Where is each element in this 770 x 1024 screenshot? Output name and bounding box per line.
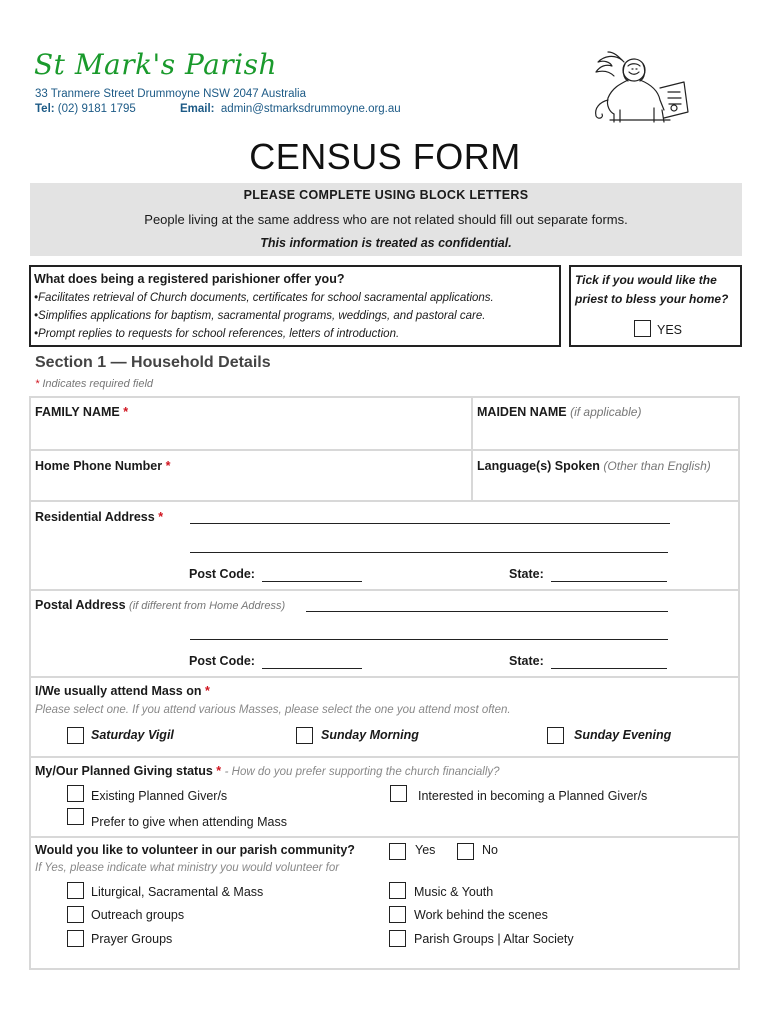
bless-question-line1: Tick if you would like the	[575, 273, 717, 287]
sunday-morning-label: Sunday Morning	[321, 728, 419, 742]
ministry-music-youth-label: Music & Youth	[414, 885, 494, 899]
interested-giver-label: Interested in becoming a Planned Giver/s	[418, 789, 648, 803]
benefit-item: •Prompt replies to requests for school references, letters of introduction.	[34, 328, 400, 340]
postal-address-label: Postal Address (if different from Home Address)	[35, 598, 286, 612]
ministry-parish-groups-checkbox[interactable]	[389, 930, 406, 947]
home-phone-label: Home Phone Number *	[35, 459, 171, 473]
ministry-prayer-groups-label: Prayer Groups	[91, 932, 173, 946]
sunday-evening-label: Sunday Evening	[574, 728, 672, 742]
ministry-music-youth-checkbox[interactable]	[389, 882, 406, 899]
residential-state-label: State:	[509, 567, 544, 581]
bless-question-line2: priest to bless your home?	[575, 292, 729, 306]
planned-giving-label: My/Our Planned Giving status * - How do you prefer supporting the church financially?	[35, 764, 500, 778]
languages-label: Language(s) Spoken (Other than English)	[477, 459, 711, 473]
email-value: admin@stmarksdrummoyne.org.au	[220, 103, 401, 115]
ministry-behind-scenes-label: Work behind the scenes	[414, 908, 548, 922]
notice-separate-forms: People living at the same address who are not related should fill out separate forms.	[144, 212, 628, 227]
postal-state-field[interactable]	[551, 668, 667, 669]
ministry-prayer-groups-checkbox[interactable]	[67, 930, 84, 947]
bless-yes-label: YES	[657, 323, 683, 337]
winged-lion-icon	[584, 48, 696, 128]
residential-state-field[interactable]	[551, 581, 667, 582]
ministry-outreach-label: Outreach groups	[91, 908, 185, 922]
ministry-behind-scenes-checkbox[interactable]	[389, 906, 406, 923]
notice-confidential: This information is treated as confidential.	[260, 236, 512, 250]
volunteer-yes-checkbox[interactable]	[389, 843, 406, 860]
sunday-evening-checkbox[interactable]	[547, 727, 564, 744]
existing-giver-checkbox[interactable]	[67, 785, 84, 802]
ministry-liturgical-checkbox[interactable]	[67, 882, 84, 899]
give-at-mass-label: Prefer to give when attending Mass	[91, 815, 287, 829]
notice-panel	[30, 183, 742, 256]
benefits-box	[29, 265, 561, 347]
volunteer-no-checkbox[interactable]	[457, 843, 474, 860]
existing-giver-label: Existing Planned Giver/s	[91, 789, 228, 803]
home-phone-field[interactable]	[29, 449, 473, 502]
required-note: * Indicates required field	[35, 378, 154, 390]
give-at-mass-checkbox[interactable]	[67, 808, 84, 825]
maiden-name-label: MAIDEN NAME (if applicable)	[477, 405, 642, 419]
benefit-item: •Simplifies applications for baptism, sacramental programs, weddings, and pastoral care.	[34, 310, 486, 322]
benefit-item: •Facilitates retrieval of Church documents, certificates for school sacramental applications.	[34, 292, 494, 304]
residential-postcode-field[interactable]	[262, 581, 362, 582]
ministry-outreach-checkbox[interactable]	[67, 906, 84, 923]
tel-value: (02) 9181 1795	[57, 103, 136, 115]
parish-address: 33 Tranmere Street Drummoyne NSW 2047 Australia	[35, 88, 307, 100]
postal-address-line-1[interactable]	[306, 611, 668, 612]
bless-yes-checkbox[interactable]	[634, 320, 651, 337]
residential-address-label: Residential Address *	[35, 510, 164, 524]
section-title: Section 1 — Household Details	[35, 354, 271, 371]
interested-giver-checkbox[interactable]	[390, 785, 407, 802]
residential-address-line-1[interactable]	[190, 523, 670, 524]
saturday-vigil-label: Saturday Vigil	[91, 728, 174, 742]
languages-field[interactable]	[471, 449, 740, 502]
postal-state-label: State:	[509, 654, 544, 668]
saturday-vigil-checkbox[interactable]	[67, 727, 84, 744]
postal-postcode-field[interactable]	[262, 668, 362, 669]
volunteer-yes-label: Yes	[415, 843, 436, 857]
postal-postcode-label: Post Code:	[189, 654, 255, 668]
family-name-label: FAMILY NAME *	[35, 405, 129, 419]
postal-address-line-2[interactable]	[190, 639, 668, 640]
mass-label: I/We usually attend Mass on *	[35, 684, 210, 698]
volunteer-label: Would you like to volunteer in our parish community?	[35, 843, 355, 857]
ministry-liturgical-label: Liturgical, Sacramental & Mass	[91, 885, 264, 899]
parish-name: St Mark's Parish	[34, 48, 278, 81]
volunteer-no-label: No	[482, 843, 498, 857]
form-title: CENSUS FORM	[249, 136, 521, 177]
tel-label: Tel:	[35, 103, 55, 115]
mass-hint: Please select one. If you attend various Masses, please select the one you attend most often.	[35, 704, 511, 716]
volunteer-hint: If Yes, please indicate what ministry you would volunteer for	[35, 862, 340, 874]
notice-block-letters: PLEASE COMPLETE USING BLOCK LETTERS	[243, 188, 529, 202]
ministry-parish-groups-label: Parish Groups | Altar Society	[414, 932, 574, 946]
sunday-morning-checkbox[interactable]	[296, 727, 313, 744]
email-label: Email:	[180, 103, 215, 115]
parish-contact	[35, 103, 455, 115]
benefits-heading: What does being a registered parishioner offer you?	[34, 272, 345, 286]
residential-address-line-2[interactable]	[190, 552, 668, 553]
bless-home-box	[569, 265, 742, 347]
residential-postcode-label: Post Code:	[189, 567, 255, 581]
